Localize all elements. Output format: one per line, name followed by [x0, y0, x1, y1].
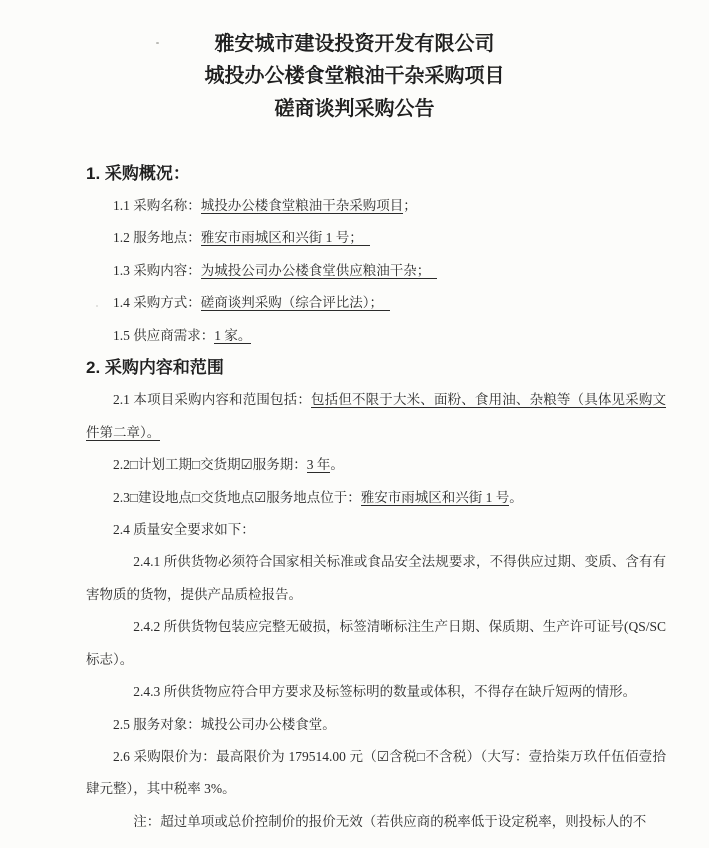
para-2-1-label: 2.1 本项目采购内容和范围包括： — [113, 392, 311, 408]
para-2-4: 2.4 质量安全要求如下： — [113, 522, 255, 538]
para-2-3-suffix: 。 — [509, 489, 523, 505]
item-1-3-label: 1.3 采购内容： — [113, 262, 201, 278]
para-2-5: 2.5 服务对象：城投公司办公楼食堂。 — [113, 716, 336, 732]
item-1-4 — [86, 287, 666, 319]
item-1-3-value: 为城投公司办公楼食堂供应粮油干杂； — [200, 262, 437, 278]
para-2-1-value: 包括但不限于大米、面粉、食用油、杂粮等（具体见采购文件第二章）。 — [86, 392, 667, 440]
item-1-2 — [86, 222, 666, 254]
title-announcement-type: 磋商谈判采购公告 — [274, 97, 435, 120]
title-project-name: 城投办公楼食堂粮油干杂采购项目 — [204, 65, 505, 88]
item-1-5-label: 1.5 供应商需求： — [113, 327, 215, 343]
title-company-name: 雅安城市建设投资开发有限公司 — [214, 33, 495, 55]
document-title — [0, 28, 709, 125]
item-1-2-value: 雅安市雨城区和兴街 1 号； — [200, 230, 370, 246]
para-2-6: 2.6 采购限价为：最高限价为 179514.00 元（☑含税□不含税）（大写：壹拾柒万玖仟伍佰壹拾肆元整），其中税率 3%。 — [86, 748, 666, 797]
item-1-1-label: 1.1 采购名称： — [113, 198, 201, 214]
item-1-1 — [86, 190, 666, 222]
para-2-4-2: 2.4.2 所供货物包装应完整无破损，标签清晰标注生产日期、保质期、生产许可证号(QS/SC标志）。 — [86, 619, 666, 667]
item-1-1-suffix: ； — [403, 198, 417, 214]
item-1-3 — [86, 255, 666, 287]
para-2-4-1: 2.4.1 所供货物必须符合国家相关标准或食品安全法规要求，不得供应过期、变质、含有有害物质的货物，提供产品质检报告。 — [86, 554, 666, 602]
para-2-3-value: 雅安市雨城区和兴街 1 号 — [360, 489, 510, 505]
item-1-5-value: 1 家。 — [214, 327, 252, 343]
item-1-1-value: 城投办公楼食堂粮油干杂采购项目 — [200, 198, 404, 214]
item-1-4-value: 磋商谈判采购（综合评比法）； — [200, 295, 390, 311]
para-2-4-3: 2.4.3 所供货物应符合甲方要求及标签标明的数量或体积，不得存在缺斤短两的情形。 — [133, 684, 637, 700]
para-2-2-suffix: 。 — [330, 457, 344, 473]
section2-heading: 2. 采购内容和范围 — [86, 358, 224, 378]
para-2-3 — [86, 482, 666, 514]
para-2-2-label: 2.2□计划工期□交货期☑服务期： — [113, 457, 307, 473]
para-2-3-label: 2.3□建设地点□交货地点☑服务地点位于： — [113, 489, 361, 505]
para-note: 注：超过单项或总价控制价的报价无效（若供应商的税率低于设定税率，则投标人的不 — [133, 813, 647, 829]
item-1-2-label: 1.2 服务地点： — [113, 230, 201, 246]
scan-speckle — [96, 305, 98, 307]
scan-speckle — [156, 42, 159, 44]
para-2-2-value: 3 年 — [306, 457, 331, 473]
blank-line — [86, 125, 666, 157]
para-2-1 — [86, 384, 666, 449]
para-2-2 — [86, 449, 666, 481]
item-1-4-label: 1.4 采购方式： — [113, 295, 201, 311]
section1-heading: 1. 采购概况： — [86, 163, 190, 183]
item-1-5 — [86, 320, 666, 352]
